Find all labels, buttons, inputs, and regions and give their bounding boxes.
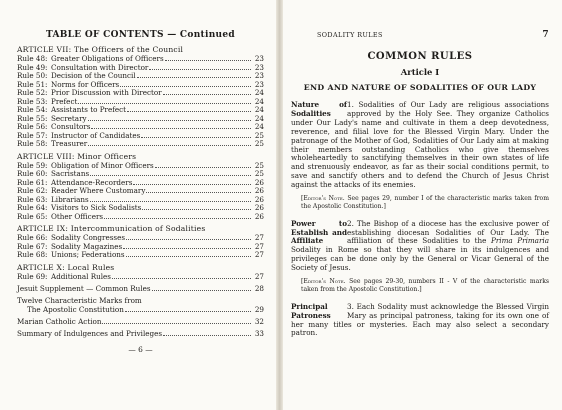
toc-rule-number: Rule 48:: [17, 54, 48, 63]
toc-marian: [17, 317, 264, 326]
rule-text-italic: Prima Primaria: [491, 236, 549, 246]
toc-rule-number: Rule 63:: [17, 194, 48, 204]
editors-note-2: [291, 278, 549, 294]
leader-dots: [152, 290, 251, 291]
toc-supplement-page: 28: [254, 284, 264, 293]
toc-rule-number: Rule 68:: [17, 250, 48, 259]
toc-article-heading: ARTICLE IX: Intercommunication of Sodalities: [17, 224, 206, 233]
side-heading: Principal Patroness: [291, 301, 331, 320]
toc-page-number: 27: [254, 241, 264, 251]
toc-rule-number: Rule 69:: [17, 271, 48, 281]
toc-page-number: 24: [254, 113, 264, 123]
toc-rule-number: Rule 53:: [17, 96, 48, 106]
toc-row: [17, 251, 264, 260]
leader-dots: [90, 175, 251, 176]
toc-sections: [17, 45, 264, 281]
toc-twelve-line1: Twelve Characteristic Marks from: [17, 296, 142, 305]
left-page-toc: [0, 0, 276, 410]
toc-page-number: 25: [254, 139, 264, 148]
toc-rule-title: Sodality Congresses: [51, 233, 126, 242]
toc-twelve-page: 29: [254, 305, 264, 314]
leader-dots: [142, 209, 251, 210]
toc-page-number: 26: [254, 211, 264, 221]
rule-paragraph-1: [291, 101, 549, 190]
leader-dots: [102, 323, 251, 324]
leader-dots: [126, 239, 251, 240]
toc-rule-title: Assistants to Prefect: [51, 105, 127, 114]
toc-rule-number: Rule 64:: [17, 203, 48, 212]
leader-dots: [163, 335, 251, 336]
leader-dots: [165, 60, 251, 61]
toc-rule-number: Rule 51:: [17, 79, 48, 89]
leader-dots: [163, 94, 251, 95]
leader-dots: [88, 145, 251, 146]
toc-page-number: 23: [254, 79, 264, 89]
toc-rule-number: Rule 62:: [17, 186, 48, 195]
leader-dots: [90, 201, 251, 202]
toc-rule-number: Rule 65:: [17, 211, 48, 221]
leader-dots: [137, 77, 251, 78]
book-gutter: [276, 0, 283, 410]
leader-dots: [155, 167, 251, 168]
toc-rule-title: Librarians: [51, 194, 89, 204]
toc-rule-title: Additional Rules: [51, 271, 111, 281]
toc-rule-title: Instructor of Candidates: [51, 130, 141, 140]
side-heading: Power to Establish and Affiliate: [291, 218, 347, 246]
leader-dots: [133, 184, 251, 185]
toc-article-heading: ARTICLE VIII: Minor Officers: [17, 151, 137, 161]
toc-twelve-text: The Apostolic Constitution: [27, 305, 124, 314]
toc-rule-title: Sodality Magazines: [51, 241, 123, 251]
rule-paragraph-2: [291, 220, 549, 273]
toc-supplement-text: Jesuit Supplement — Common Rules: [17, 284, 151, 293]
toc-page-number: 24: [254, 88, 264, 97]
toc-page-number: 27: [254, 250, 264, 259]
toc-rule-number: Rule 55:: [17, 113, 48, 123]
toc-page-number: 23: [254, 54, 264, 63]
toc-page-number: 26: [254, 194, 264, 204]
toc-page-number: 23: [254, 62, 264, 72]
right-page-rules: [283, 0, 562, 410]
leader-dots: [149, 69, 251, 70]
rule-text: 1. Sodalities of Our Lady are religious associations approved by the Holy See. They organize Catholics under Our Lady's name and cultivate in them a deep devotedness, reverence, and filial love for the Blessed Virgin Mary. Under the patronage of the Mother of God, Sodalities of Our Lady aim at making their members outstanding Catholics who give themselves wholeheartedly to sanctifying themselves in their own states of life and strenuously endeavor, as far as their social conditions permit, to save and sanctify others and to defend the Church of Jesus Christ against the attacks of its enemies.: [291, 100, 549, 190]
leader-dots: [88, 120, 251, 121]
toc-rule-number: Rule 60:: [17, 169, 48, 178]
toc-rule-title: Sacristans: [51, 169, 90, 178]
toc-summary-page: 33: [254, 329, 264, 338]
toc-supplement: [17, 284, 264, 293]
toc-rule-number: Rule 54:: [17, 105, 48, 114]
toc-rule-title: Greater Obligations of Officers: [51, 54, 164, 63]
toc-rule-number: Rule 56:: [17, 122, 48, 131]
toc-rule-number: Rule 59:: [17, 160, 48, 170]
leader-dots: [125, 311, 251, 312]
rule-paragraph-3: [291, 303, 549, 339]
article-heading: Article I: [400, 67, 440, 77]
toc-page-number: 26: [254, 186, 264, 195]
page-footer-number: — 6 —: [128, 345, 153, 354]
toc-summary: [17, 329, 264, 338]
toc-summary-text: Summary of Indulgences and Privileges: [17, 329, 163, 338]
toc-marian-text: Marian Catholic Action: [17, 317, 102, 326]
toc-page-number: 26: [254, 177, 264, 187]
page-number: 7: [542, 30, 549, 40]
toc-rule-number: Rule 50:: [17, 71, 48, 80]
toc-rule-title: Consultors: [51, 122, 91, 131]
toc-rule-title: Prefect: [51, 96, 78, 106]
note-tag: [Editor's Note.: [301, 278, 346, 286]
toc-rule-title: Other Officers: [51, 211, 104, 221]
leader-dots: [126, 256, 251, 257]
toc-row: [17, 273, 264, 282]
leader-dots: [112, 278, 251, 279]
editors-note-1: [291, 195, 549, 211]
toc-twelve-line2: [17, 305, 264, 314]
toc-title: TABLE OF CONTENTS — Continued: [45, 30, 236, 40]
toc-page-number: 27: [254, 233, 264, 242]
toc-rule-title: Prior Discussion with Director: [51, 88, 162, 97]
toc-rule-title: Attendance-Recorders: [51, 177, 133, 187]
toc-page-number: 24: [254, 96, 264, 106]
note-text: See pages 29, number I of the characteristic marks taken from the Apostolic Constitution.]: [301, 195, 550, 210]
toc-page-number: 26: [254, 203, 264, 212]
toc-marian-page: 32: [254, 317, 264, 326]
toc-rule-title: Treasurer: [51, 139, 88, 148]
note-text: See pages 29-30, numbers II - V of the characteristic marks taken from the Apostolic Constitution.]: [301, 278, 550, 293]
toc-page-number: 25: [254, 130, 264, 140]
toc-row: [17, 140, 264, 149]
leader-dots: [146, 192, 251, 193]
toc-page-number: 23: [254, 71, 264, 80]
leader-dots: [78, 103, 251, 104]
toc-rule-title: Consultation with Director: [51, 62, 149, 72]
toc-rule-number: Rule 57:: [17, 130, 48, 140]
leader-dots: [127, 111, 251, 112]
toc-rule-title: Visitors to Sick Sodalists: [51, 203, 142, 212]
toc-article-heading: ARTICLE X: Local Rules: [17, 262, 115, 272]
toc-page-number: 24: [254, 122, 264, 131]
leader-dots: [104, 218, 251, 219]
toc-rule-title: Norms for Officers: [51, 79, 120, 89]
rule-text-b: Sodality in Rome so that they will share in its indulgences and privileges can be done only by the General or Vicar General of the Society of Jesus.: [291, 245, 549, 273]
leader-dots: [141, 137, 251, 138]
section-heading: COMMON RULES: [367, 51, 473, 62]
toc-page-number: 25: [254, 169, 264, 178]
toc-rule-number: Rule 61:: [17, 177, 48, 187]
toc-rule-title: Unions; Federations: [51, 250, 125, 259]
toc-page-number: 27: [254, 271, 264, 281]
toc-rule-title: Decision of the Council: [51, 71, 136, 80]
toc-page-number: 25: [254, 160, 264, 170]
leader-dots: [91, 128, 251, 129]
toc-rule-number: Rule 66:: [17, 233, 48, 242]
running-head: [291, 30, 549, 40]
toc-rule-number: Rule 52:: [17, 88, 48, 97]
running-head-title: SODALITY RULES: [317, 31, 383, 39]
side-heading: Nature of Sodalities: [291, 100, 347, 118]
toc-rule-number: Rule 49:: [17, 62, 48, 72]
rule-text: 3. Each Sodality must acknowledge the Blessed Virgin Mary as principal patroness, taking for its own one of her many titles or mysteries. Each may also select a secondary patron.: [291, 301, 549, 338]
toc-rule-title: Reader Where Customary: [51, 186, 146, 195]
toc-article-heading: ARTICLE VII: The Officers of the Council: [17, 45, 184, 54]
rule-text-a: 2. The Bishop of a diocese has the exclusive power of establishing diocesan Sodalities of Our Lady. The affiliation of these Sodalities to the: [347, 218, 549, 246]
toc-rule-title: Secretary: [51, 113, 87, 123]
toc-page-number: 24: [254, 105, 264, 114]
toc-rule-number: Rule 58:: [17, 139, 48, 148]
article-subheading: END AND NATURE OF SODALITIES OF OUR LADY: [303, 83, 537, 92]
toc-rule-number: Rule 67:: [17, 241, 48, 251]
leader-dots: [120, 86, 251, 87]
note-tag: [Editor's Note.: [301, 195, 345, 203]
leader-dots: [123, 248, 251, 249]
toc-rule-title: Obligation of Minor Officers: [51, 160, 154, 170]
toc-row: [17, 213, 264, 222]
